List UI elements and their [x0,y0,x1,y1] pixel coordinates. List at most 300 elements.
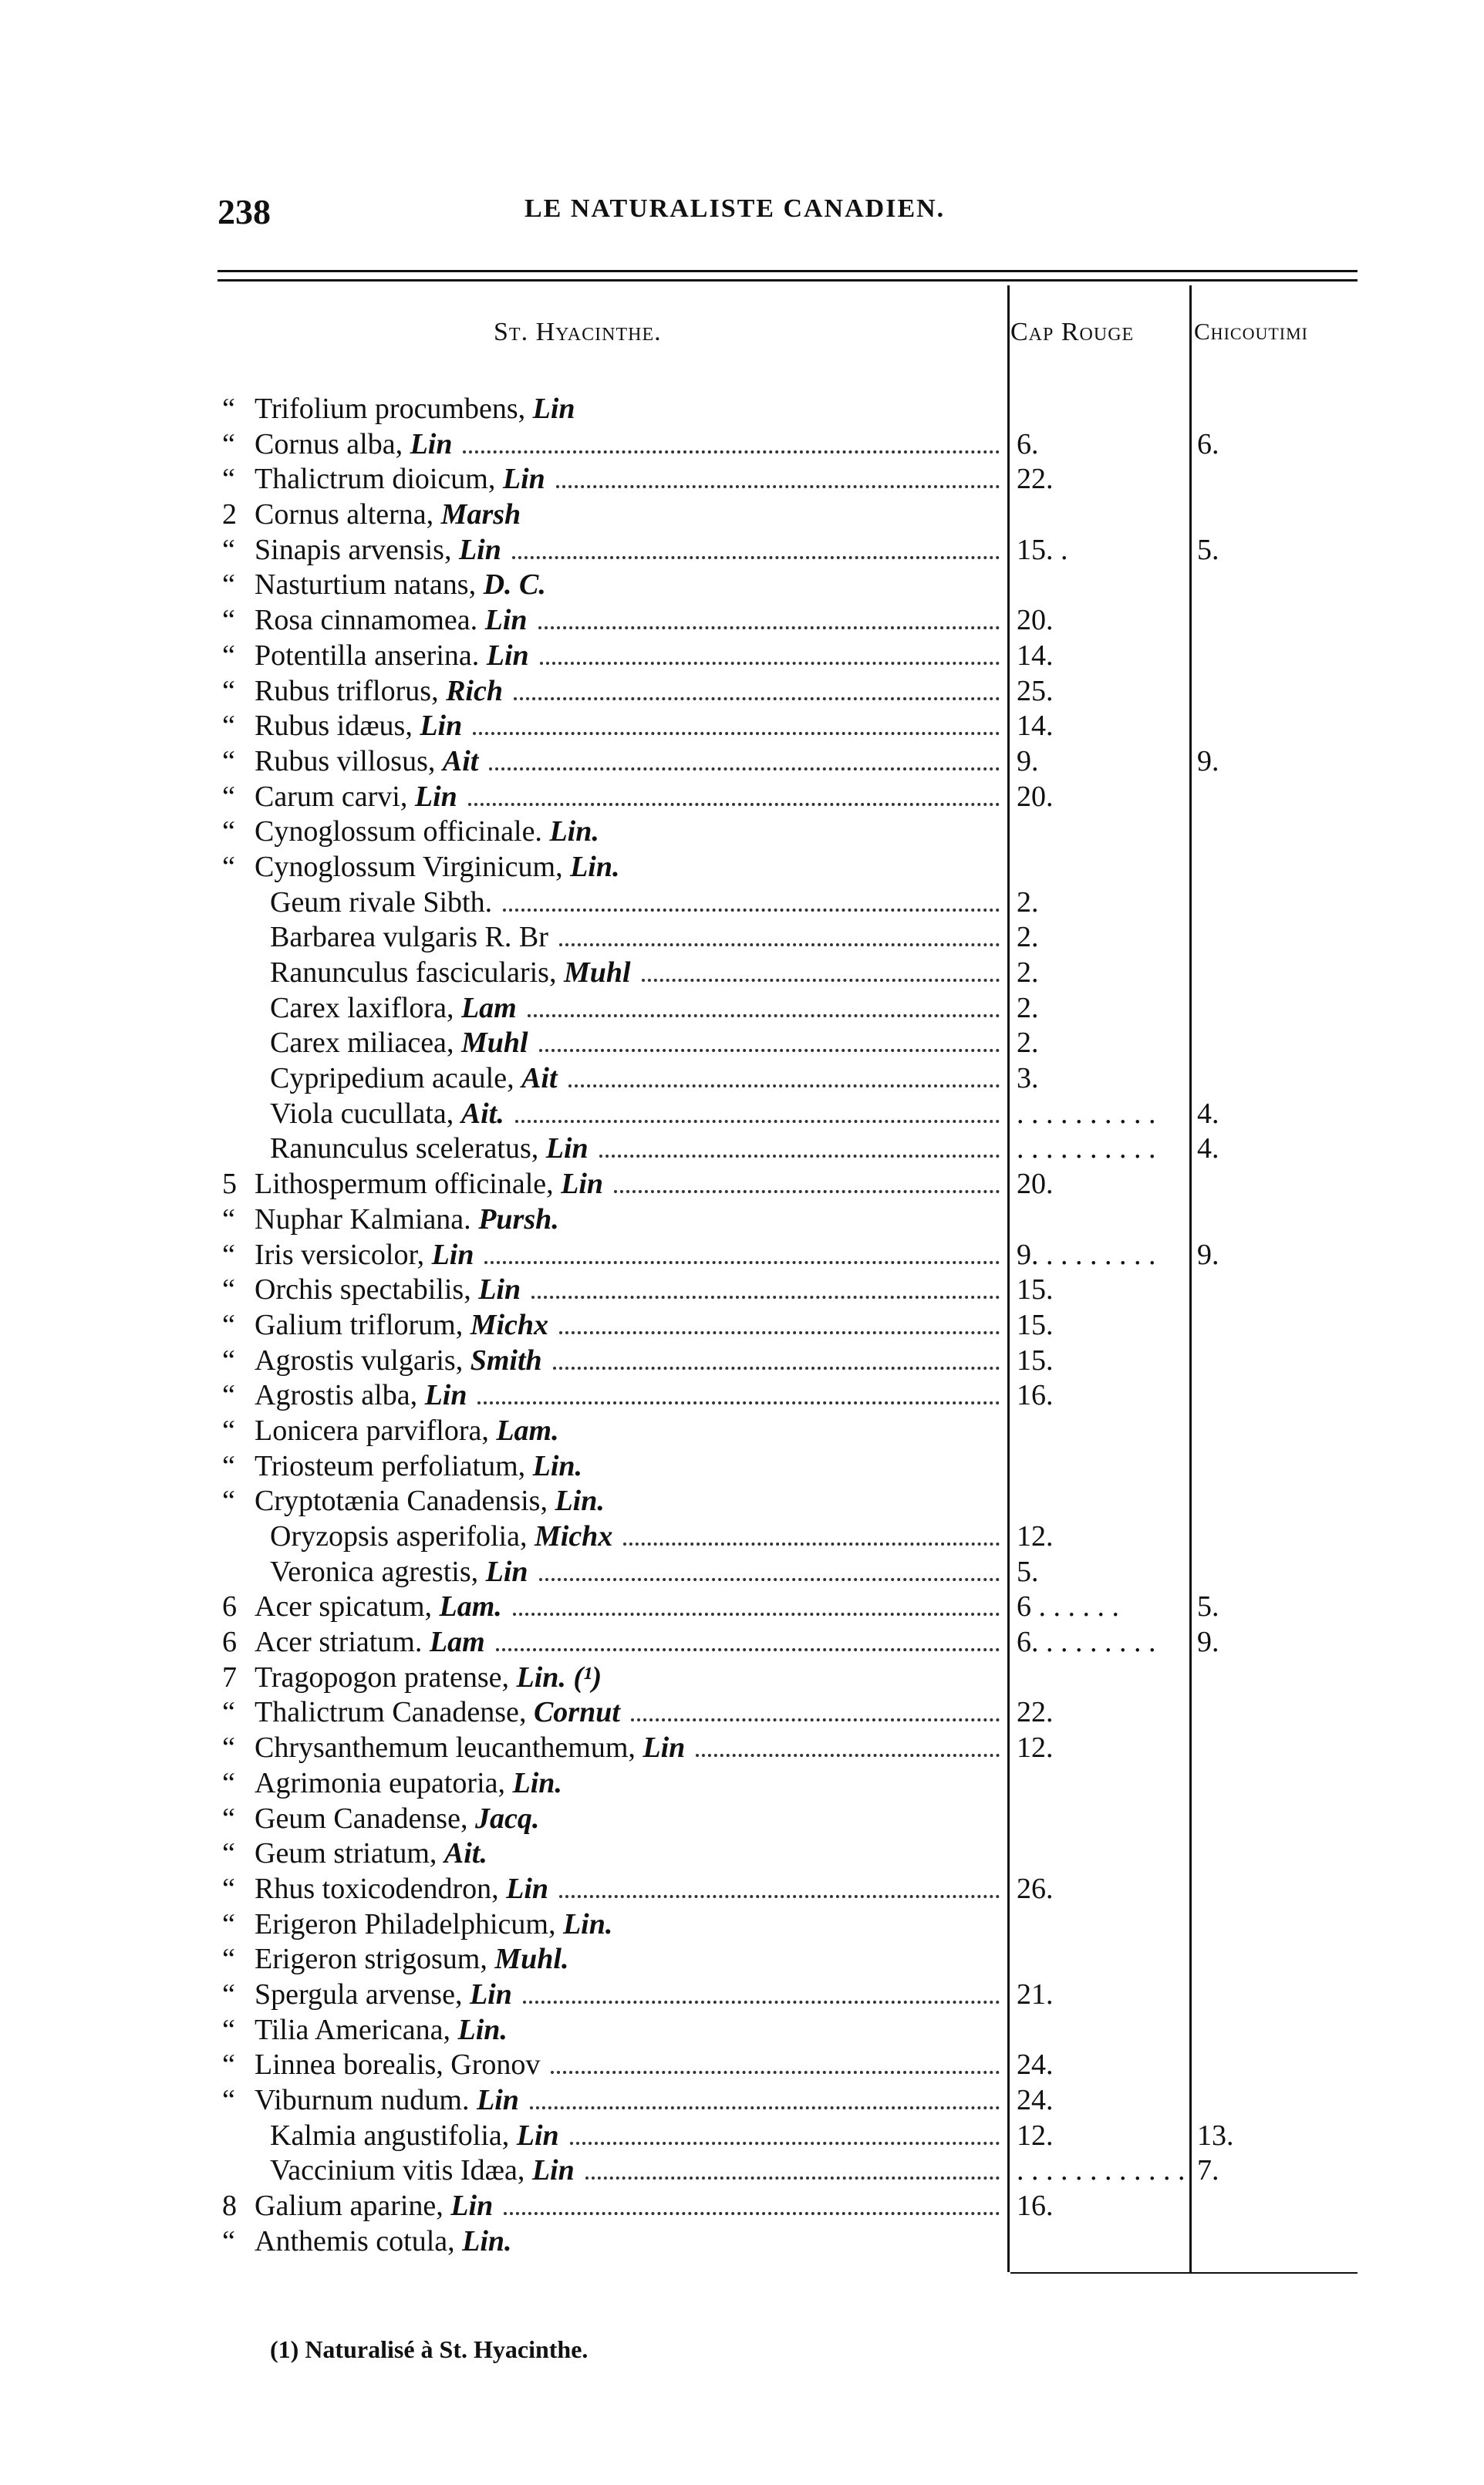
species-binomial: Nuphar Kalmiana. [255,1202,471,1236]
species-author: Lin [516,2119,559,2152]
cap-rouge-value: 12. [1017,1520,1054,1553]
ditto-mark: “ [222,780,235,813]
ditto-mark: “ [222,1449,235,1482]
cap-rouge-value: 9. [1017,744,1039,777]
species-author: Lin [485,1555,528,1588]
table-row [0,1978,1484,2013]
ditto-mark: “ [222,427,235,460]
ditto-mark: “ [222,674,235,707]
species-name: Viola cucullata, Ait. [270,1097,504,1130]
species-name: Lonicera parviflora, Lam. [255,1414,559,1447]
species-author: Muhl [563,956,631,989]
species-binomial: Oryzopsis asperifolia [270,1520,520,1553]
species-name: Rubus villosus, Ait [255,744,479,777]
table-bottom-rule [1010,2272,1358,2274]
species-binomial: Triosteum perfoliatum [255,1449,518,1482]
cap-rouge-value: 24. [1017,2048,1054,2082]
ditto-mark: “ [222,1696,235,1729]
species-name: Oryzopsis asperifolia, Michx [270,1520,613,1553]
ditto-mark: “ [222,1872,235,1905]
cap-rouge-value: 15. [1017,1273,1054,1307]
species-author: Lin [643,1731,686,1765]
species-author: Lin [531,2154,575,2187]
species-name: Sinapis arvensis, Lin [255,533,501,566]
species-name: Carum carvi, Lin [255,780,457,813]
ditto-mark: “ [222,1907,235,1940]
table-row [0,920,1484,956]
species-list [0,392,1484,2259]
species-binomial: Rubus idæus [255,710,406,743]
cap-rouge-value: 6 . . . . . . [1017,1590,1119,1624]
ditto-mark: 7 [222,1661,237,1694]
species-name: Agrimonia eupatoria, Lin. [255,1766,562,1799]
table-row [0,392,1484,427]
table-row [0,1519,1484,1555]
species-binomial: Kalmia angustifolia [270,2119,502,2152]
species-author: Lin [477,2084,519,2116]
species-name: Rhus toxicodendron, Lin [255,1872,549,1905]
dot-leader [531,1296,1000,1299]
species-binomial: Carex laxiflora [270,991,447,1024]
species-author: Marsh [440,498,521,531]
species-author: Lam [460,991,517,1024]
species-binomial: Agrimonia eupatoria [255,1766,498,1799]
ditto-mark: “ [222,815,235,848]
species-author: Smith [470,1344,542,1377]
table-row [0,1344,1484,1379]
header-rule-bottom [218,279,1358,282]
species-name [255,814,599,850]
ditto-mark: “ [222,2084,235,2116]
species-binomial: Tragopogon pratense [255,1661,502,1694]
species-binomial: Viola cucullata [270,1097,447,1130]
species-author: Muhl. [494,1943,569,1976]
species-name: Chrysanthemum leucanthemum, Lin [255,1731,686,1765]
column-header-chicoutimi: Chicoutimi [1194,318,1308,345]
dot-leader [515,1120,1000,1123]
table-row [0,1625,1484,1661]
dot-leader [696,1754,1000,1757]
table-row [0,1766,1484,1802]
species-binomial: Cryptotænia Canadensis [255,1485,541,1518]
species-name: Tilia Americana, Lin. [255,2013,508,2046]
cap-rouge-value: 25. [1017,674,1054,707]
species-binomial: Erigeron Philadelphicum [255,1907,548,1940]
cap-rouge-value: . . . . . . . . . . [1017,1097,1156,1130]
dot-leader [539,1578,1000,1581]
species-name: Erigeron Philadelphicum, Lin. [255,1907,613,1940]
chicoutimi-value: 4. [1197,1097,1219,1130]
table-row [0,1590,1484,1625]
dot-leader [513,1613,1000,1616]
table-row [0,497,1484,533]
running-title: LE NATURALISTE CANADIEN. [524,194,946,223]
species-binomial: Cornus alterna [255,498,427,531]
species-binomial: Barbarea vulgaris R. Br [270,921,548,954]
dot-leader [514,697,1000,700]
cap-rouge-value: 14. [1017,710,1054,743]
dot-leader [614,1190,1000,1193]
species-author: Muhl [460,1027,528,1060]
species-author: Lin [458,533,501,566]
species-binomial: Rubus triflorus [255,674,432,707]
species-binomial: Geum rivale Sibth. [270,885,493,919]
species-author: Lin [532,393,575,425]
species-author: Ait [521,1062,558,1095]
cap-rouge-value: 9. . . . . . . . . [1017,1238,1156,1271]
ditto-mark: “ [222,1802,235,1835]
table-row [0,2013,1484,2048]
table-row [0,1378,1484,1414]
chicoutimi-value: 9. [1197,744,1219,777]
species-name: Trifolium procumbens, Lin [255,393,575,425]
dot-leader [538,626,1000,629]
ditto-mark: “ [222,2224,235,2257]
species-author: Jacq. [474,1802,540,1835]
cap-rouge-value: 20. [1017,1168,1054,1201]
species-binomial: Carum carvi [255,780,400,813]
species-author: Ait [442,744,479,777]
cap-rouge-value: 21. [1017,1978,1054,2011]
species-author: Lin. [532,1449,583,1482]
table-row [0,2119,1484,2154]
table-row [0,1836,1484,1872]
species-binomial: Orchis spectabilis [255,1273,464,1307]
cap-rouge-value: 12. [1017,1731,1054,1765]
ditto-mark: 2 [222,498,237,531]
species-binomial: Linnea borealis, Gronov [255,2048,541,2082]
species-author: Lin. [555,1485,605,1518]
species-name: Carex laxiflora, Lam [270,991,517,1024]
column-header-locality: St. Hyacinthe. [494,318,662,346]
species-binomial: Sinapis arvensis [255,533,444,566]
dot-leader [559,1331,1000,1334]
cap-rouge-value: 20. [1017,780,1054,813]
species-binomial: Geum Canadense [255,1802,460,1835]
species-name [270,885,492,921]
table-row [0,1202,1484,1238]
dot-leader [623,1543,1000,1546]
dot-leader [523,2001,1000,2004]
species-author: Michx [470,1308,549,1341]
table-row [0,1061,1484,1097]
footnote: (1) Naturalisé à St. Hyacinthe. [270,2335,589,2363]
ditto-mark: “ [222,1414,235,1447]
ditto-mark: “ [222,1766,235,1799]
table-row [0,603,1484,639]
table-row [0,1731,1484,1766]
cap-rouge-value: 6. [1017,427,1039,460]
table-row [0,991,1484,1027]
dot-leader [642,979,1000,982]
chicoutimi-value: 9. [1197,1626,1219,1659]
species-name: Agrostis vulgaris, Smith [255,1344,542,1377]
species-name: Rubus idæus, Lin [255,710,463,743]
species-binomial: Rubus villosus [255,744,428,777]
cap-rouge-value: 16. [1017,1379,1054,1412]
ditto-mark: “ [222,1943,235,1976]
dot-leader [556,485,1000,488]
dot-leader [528,1014,1000,1017]
ditto-mark: “ [222,393,235,425]
species-author: Lin. [462,2224,512,2257]
species-name: Orchis spectabilis, Lin [255,1273,521,1307]
species-name: Cynoglossum Virginicum, Lin. [255,850,620,883]
ditto-mark: “ [222,463,235,496]
species-author: Lam. [496,1414,559,1447]
cap-rouge-value: 16. [1017,2190,1054,2223]
species-binomial: Galium triflorum [255,1308,456,1341]
species-author: Lin. [457,2013,508,2046]
species-binomial: Cynoglossum officinale. [255,815,542,848]
dot-leader [504,2212,1000,2215]
species-author: Lin [424,1379,467,1412]
species-author: Lam. [439,1590,502,1624]
species-binomial: Erigeron strigosum [255,1943,481,1976]
species-name [255,1202,559,1238]
species-name [255,603,528,639]
species-name: Galium aparine, Lin [255,2190,494,2223]
table-row [0,1907,1484,1943]
dot-leader [585,2176,1000,2180]
species-name: Iris versicolor, Lin [255,1238,474,1271]
ditto-mark: “ [222,639,235,672]
dot-leader [477,1401,1000,1404]
species-author: Lin [414,780,457,813]
cap-rouge-value: 15. [1017,1308,1054,1341]
ditto-mark: “ [222,850,235,883]
chicoutimi-value: 4. [1197,1132,1219,1165]
species-binomial: Vaccinium vitis Idæa [270,2154,518,2187]
table-row [0,1167,1484,1202]
cap-rouge-value: 2. [1017,885,1039,919]
species-binomial: Rosa cinnamomea. [255,604,478,637]
chicoutimi-value: 5. [1197,533,1219,566]
dot-leader [496,1648,1000,1651]
species-binomial: Cynoglossum Virginicum [255,850,556,883]
dot-leader [512,556,1000,559]
species-name: Vaccinium vitis Idæa, Lin [270,2154,575,2187]
species-author: Lin [545,1132,589,1165]
table-row [0,1484,1484,1519]
species-author: Lin [502,463,545,496]
species-binomial: Thalictrum Canadense [255,1696,519,1729]
cap-rouge-value: 2. [1017,991,1039,1024]
species-name: Lithospermum officinale, Lin [255,1168,604,1201]
species-binomial: Lithospermum officinale [255,1168,547,1201]
species-binomial: Tilia Americana [255,2013,444,2046]
dot-leader [631,1718,1000,1721]
species-author: Lin. [570,850,620,883]
species-author: Lin. [562,1907,613,1940]
cap-rouge-value: 5. [1017,1555,1039,1588]
species-author: Michx [534,1520,613,1553]
cap-rouge-value: . . . . . . . . . . [1017,1132,1156,1165]
species-author: Lam [429,1626,485,1659]
ditto-mark: “ [222,2013,235,2046]
species-name: Cryptotænia Canadensis, Lin. [255,1485,605,1518]
species-name: Cornus alterna, Marsh [255,498,521,531]
species-name: Geum Canadense, Jacq. [255,1802,540,1835]
table-row [0,568,1484,603]
table-row [0,639,1484,674]
ditto-mark: “ [222,1308,235,1341]
species-author: Pursh. [478,1202,559,1236]
table-row [0,674,1484,710]
species-name: Nasturtium natans, D. C. [255,568,546,602]
dot-leader [489,767,1000,770]
dot-leader [468,803,1000,806]
ditto-mark: “ [222,1837,235,1870]
species-name: Rubus triflorus, Rich [255,674,503,707]
species-binomial: Acer striatum. [255,1626,423,1659]
table-row [0,1449,1484,1485]
species-name [255,2083,519,2119]
table-row [0,462,1484,497]
table-row [0,814,1484,850]
header-rule-top [218,270,1358,272]
species-name [270,920,548,956]
species-name: Thalictrum dioicum, Lin [255,463,545,496]
cap-rouge-value: 2. [1017,1027,1039,1060]
species-binomial: Agrostis alba [255,1379,410,1412]
chicoutimi-value: 7. [1197,2154,1219,2187]
dot-leader [559,943,1000,946]
species-name [255,1625,485,1661]
cap-rouge-value: 15. [1017,1344,1054,1377]
species-name: Triosteum perfoliatum, Lin. [255,1449,583,1482]
species-name: Anthemis cotula, Lin. [255,2224,512,2257]
ditto-mark: “ [222,1978,235,2011]
species-binomial: Iris versicolor [255,1238,417,1271]
cap-rouge-value: 15. . [1017,533,1068,566]
table-row [0,885,1484,921]
table-row [0,1695,1484,1731]
species-author: Lin. (¹) [516,1661,602,1694]
species-name [255,2048,540,2083]
cap-rouge-value: 26. [1017,1872,1054,1905]
species-author: Lin [486,639,529,672]
cap-rouge-value: . . . . . . . . . . . . [1017,2154,1186,2187]
dot-leader [540,662,1000,665]
cap-rouge-value: 14. [1017,639,1054,672]
table-row [0,1414,1484,1449]
table-row [0,1238,1484,1273]
species-binomial: Anthemis cotula [255,2224,448,2257]
species-name: Acer spicatum, Lam. [255,1590,502,1624]
table-row [0,2048,1484,2083]
dot-leader [553,1367,1000,1370]
table-row [0,1273,1484,1308]
species-name: Ranunculus sceleratus, Lin [270,1132,589,1165]
table-row [0,2224,1484,2260]
cap-rouge-value: 2. [1017,921,1039,954]
species-author: Rich [446,674,503,707]
chicoutimi-value: 9. [1197,1238,1219,1271]
ditto-mark: “ [222,1344,235,1377]
dot-leader [570,2142,1000,2145]
ditto-mark: “ [222,710,235,743]
cap-rouge-value: 2. [1017,956,1039,989]
page-number: 238 [218,192,271,231]
dot-leader [530,2106,1000,2109]
cap-rouge-value: 24. [1017,2084,1054,2116]
species-name [255,639,529,674]
species-name: Spergula arvense, Lin [255,1978,512,2011]
table-row [0,1555,1484,1590]
table-row [0,709,1484,744]
ditto-mark: “ [222,2048,235,2082]
dot-leader [463,450,1000,454]
cap-rouge-value: 20. [1017,604,1054,637]
species-binomial: Ranunculus sceleratus [270,1132,531,1165]
species-name: Agrostis alba, Lin [255,1379,467,1412]
species-binomial: Acer spicatum [255,1590,425,1624]
table-row [0,850,1484,885]
species-author: Lin [420,710,463,743]
table-row [0,1661,1484,1696]
ditto-mark: 8 [222,2190,237,2223]
species-binomial: Ranunculus fascicularis [270,956,549,989]
species-binomial: Rhus toxicodendron [255,1872,492,1905]
species-binomial: Carex miliacea [270,1027,447,1060]
species-author: Lin [561,1168,604,1201]
table-row [0,1802,1484,1837]
cap-rouge-value: 3. [1017,1062,1039,1095]
species-author: Ait. [444,1837,487,1870]
dot-leader [551,2071,1000,2074]
species-binomial: Veronica agrestis [270,1555,471,1588]
species-name: Thalictrum Canadense, Cornut [255,1696,620,1729]
ditto-mark: “ [222,1202,235,1236]
species-name: Cornus alba, Lin [255,427,453,460]
table-row [0,956,1484,991]
table-row [0,1026,1484,1061]
ditto-mark: “ [222,604,235,637]
species-binomial: Trifolium procumbens [255,393,518,425]
cap-rouge-value: 22. [1017,463,1054,496]
chicoutimi-value: 13. [1197,2119,1234,2152]
cap-rouge-value: 12. [1017,2119,1054,2152]
species-binomial: Cypripedium acaule [270,1062,508,1095]
ditto-mark: “ [222,533,235,566]
species-name: Erigeron strigosum, Muhl. [255,1943,569,1976]
species-binomial: Spergula arvense [255,1978,455,2011]
species-name: Galium triflorum, Michx [255,1308,549,1341]
chicoutimi-value: 6. [1197,427,1219,460]
ditto-mark: “ [222,1731,235,1765]
dot-leader [559,1895,1000,1898]
column-header-cap-rouge: Cap Rouge [1010,318,1135,346]
table-row [0,1942,1484,1978]
species-binomial: Agrostis vulgaris [255,1344,456,1377]
species-author: Lin [484,604,528,637]
table-row [0,1308,1484,1344]
species-author: Lin [431,1238,474,1271]
dot-leader [473,732,1000,735]
species-name: Cypripedium acaule, Ait [270,1062,558,1095]
species-binomial: Lonicera parviflora [255,1414,482,1447]
ditto-mark: 6 [222,1590,237,1624]
dot-leader [503,909,1000,912]
species-author: D. C. [483,568,546,602]
species-binomial: Geum striatum [255,1837,430,1870]
ditto-mark: “ [222,1379,235,1412]
ditto-mark: “ [222,744,235,777]
species-author: Lin [506,1872,549,1905]
species-name: Carex miliacea, Muhl [270,1027,528,1060]
table-row [0,1097,1484,1132]
